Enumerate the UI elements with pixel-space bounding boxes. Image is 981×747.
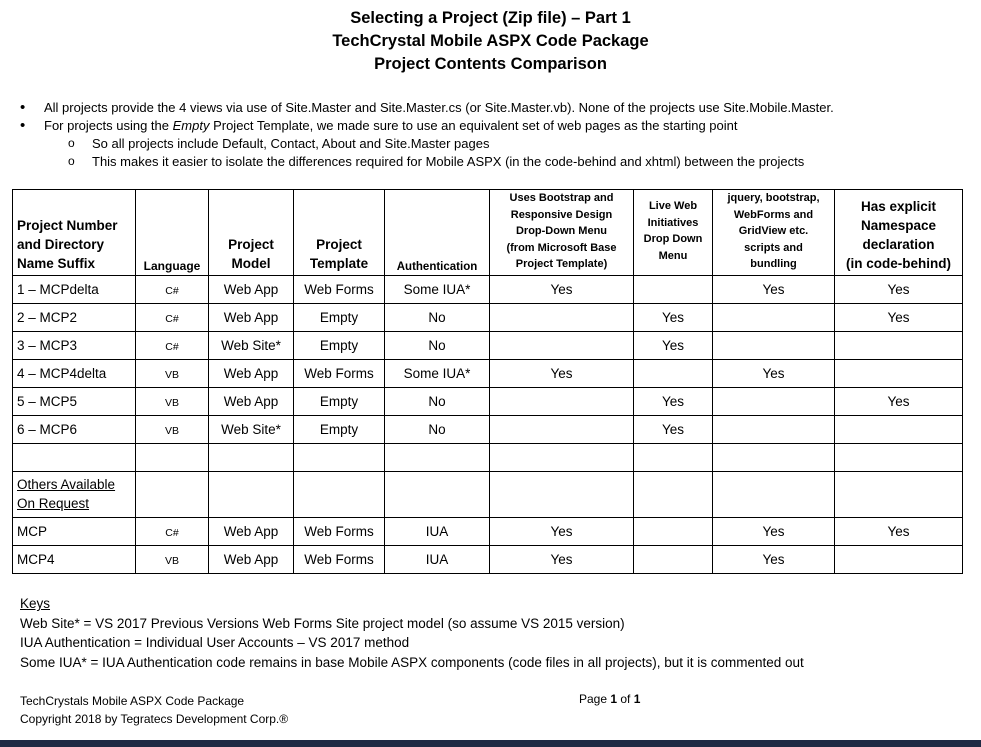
cell-namespace: Yes: [835, 517, 963, 545]
cell-project: 2 – MCP2: [13, 303, 136, 331]
empty-cell: [209, 443, 294, 471]
cell-namespace: [835, 415, 963, 443]
cell-project: 5 – MCP5: [13, 387, 136, 415]
key-item: Web Site* = VS 2017 Previous Versions Web Forms Site project model (so assume VS 2015 version): [20, 615, 625, 631]
cell-language: C#: [136, 331, 209, 359]
footer-package-name: TechCrystals Mobile ASPX Code Package: [20, 694, 245, 708]
header-text: WebForms and: [733, 208, 814, 221]
empty-cell: [294, 443, 385, 471]
key-item: Some IUA* = IUA Authentication code remains in base Mobile ASPX components (code files in all projects), but it is commented out: [20, 654, 804, 670]
cell-jquery: [713, 331, 835, 359]
cell-bootstrap: Yes: [490, 275, 634, 303]
keys-title: Keys: [20, 596, 51, 611]
header-text: and Directory: [17, 236, 105, 252]
cell-authentication: No: [385, 387, 490, 415]
cell-project: 1 – MCPdelta: [13, 275, 136, 303]
header-namespace: [835, 190, 963, 276]
header-text: Responsive Design: [510, 208, 613, 221]
cell-namespace: [835, 545, 963, 573]
table-row: [13, 303, 963, 331]
cell-template: Web Forms: [294, 545, 385, 573]
keys-section: [20, 594, 804, 672]
cell-project: 6 – MCP6: [13, 415, 136, 443]
cell-project: 4 – MCP4delta: [13, 359, 136, 387]
cell-authentication: Some IUA*: [385, 359, 490, 387]
cell-namespace: Yes: [835, 387, 963, 415]
header-text: Drop Down: [643, 233, 703, 246]
bullet-list: [20, 99, 834, 171]
empty-cell: [13, 443, 136, 471]
bullet-item: [20, 117, 834, 135]
cell-authentication: No: [385, 331, 490, 359]
table-row: [13, 517, 963, 545]
empty-cell: [136, 443, 209, 471]
cell-bootstrap: [490, 331, 634, 359]
empty-cell: [634, 471, 713, 517]
cell-bootstrap: [490, 415, 634, 443]
page-current: 1: [610, 692, 618, 706]
table-row: [13, 331, 963, 359]
header-text: GridView etc.: [738, 225, 809, 237]
empty-cell: [634, 443, 713, 471]
cell-model: Web App: [209, 517, 294, 545]
cell-live-web: Yes: [634, 303, 713, 331]
page-total: 1: [633, 692, 641, 706]
header-text: Uses Bootstrap and: [509, 192, 614, 204]
cell-language: VB: [136, 387, 209, 415]
cell-project: MCP: [13, 517, 136, 545]
doc-title-line-3: Project Contents Comparison: [374, 55, 607, 73]
cell-bootstrap: [490, 303, 634, 331]
cell-bootstrap: [490, 387, 634, 415]
cell-namespace: [835, 359, 963, 387]
cell-jquery: Yes: [713, 545, 835, 573]
cell-jquery: [713, 303, 835, 331]
cell-model: Web App: [209, 303, 294, 331]
header-text: Has explicit: [860, 198, 937, 214]
empty-cell: [385, 443, 490, 471]
header-text: (from Microsoft Base: [506, 241, 617, 254]
cell-live-web: [634, 517, 713, 545]
header-authentication: Authentication: [385, 190, 490, 276]
cell-language: C#: [136, 303, 209, 331]
cell-authentication: IUA: [385, 517, 490, 545]
cell-model: Web App: [209, 387, 294, 415]
cell-template: Empty: [294, 303, 385, 331]
table-row: [13, 359, 963, 387]
footer-copyright: Copyright 2018 by Tegratecs Development Corp.®: [20, 712, 289, 726]
table-row: [13, 415, 963, 443]
key-item: IUA Authentication = Individual User Accounts – VS 2017 method: [20, 635, 410, 650]
cell-template: Web Forms: [294, 517, 385, 545]
cell-template: Empty: [294, 415, 385, 443]
bullet-text: Project Template, we made sure to use an equivalent set of web pages as the starting point: [209, 118, 738, 133]
header-text: (in code-behind): [846, 255, 951, 271]
cell-language: C#: [136, 517, 209, 545]
sub-bullet-item: o So all projects include Default, Contact, About and Site.Master pages: [20, 135, 834, 153]
header-jquery: [713, 190, 835, 276]
header-language: Language: [136, 190, 209, 276]
header-row: [13, 190, 963, 276]
header-text: Namespace: [860, 217, 937, 233]
cell-namespace: [835, 331, 963, 359]
cell-live-web: Yes: [634, 415, 713, 443]
cell-jquery: Yes: [713, 359, 835, 387]
cell-namespace: Yes: [835, 275, 963, 303]
cell-namespace: Yes: [835, 303, 963, 331]
cell-live-web: Yes: [634, 387, 713, 415]
empty-cell: [490, 443, 634, 471]
cell-bootstrap: Yes: [490, 517, 634, 545]
doc-title-line-2: TechCrystal Mobile ASPX Code Package: [332, 32, 649, 50]
cell-model: Web App: [209, 359, 294, 387]
cell-authentication: Some IUA*: [385, 275, 490, 303]
bottom-bar: [0, 740, 981, 747]
empty-cell: [490, 471, 634, 517]
empty-cell: [713, 471, 835, 517]
table-row: [13, 275, 963, 303]
cell-live-web: [634, 545, 713, 573]
header-template: [294, 190, 385, 276]
bullet-emphasis: Empty: [172, 118, 210, 133]
doc-title-line-1: Selecting a Project (Zip file) – Part 1: [350, 9, 631, 27]
header-text: Initiatives: [647, 216, 699, 229]
header-text: Project Template): [515, 258, 608, 270]
cell-live-web: [634, 275, 713, 303]
empty-cell: [136, 471, 209, 517]
header-text: declaration: [862, 236, 935, 252]
others-text: Others Available: [17, 477, 116, 492]
empty-cell: [713, 443, 835, 471]
footer: [20, 692, 288, 728]
header-text: Project: [316, 236, 362, 252]
cell-template: Empty: [294, 331, 385, 359]
page-number: [579, 692, 640, 706]
cell-authentication: No: [385, 303, 490, 331]
cell-template: Empty: [294, 387, 385, 415]
header-text: Live Web: [648, 200, 698, 213]
page-of: of: [617, 692, 634, 706]
cell-authentication: No: [385, 415, 490, 443]
header-text: Project: [228, 236, 274, 252]
cell-template: Web Forms: [294, 275, 385, 303]
cell-jquery: [713, 387, 835, 415]
empty-cell: [209, 471, 294, 517]
cell-template: Web Forms: [294, 359, 385, 387]
cell-bootstrap: Yes: [490, 545, 634, 573]
header-project: [13, 190, 136, 276]
project-comparison-table: [12, 189, 963, 574]
table-row: [13, 545, 963, 573]
cell-jquery: Yes: [713, 275, 835, 303]
cell-language: C#: [136, 275, 209, 303]
cell-authentication: IUA: [385, 545, 490, 573]
header-text: jquery, bootstrap,: [727, 192, 820, 204]
header-text: Menu: [658, 249, 688, 262]
cell-language: VB: [136, 359, 209, 387]
others-text: On Request: [17, 496, 90, 511]
cell-model: Web App: [209, 545, 294, 573]
table-row: [13, 387, 963, 415]
cell-project: MCP4: [13, 545, 136, 573]
bullet-item: • All projects provide the 4 views via use of Site.Master and Site.Master.cs (or Site.Master.vb). None of the projects use Site.Mobile.Master.: [20, 99, 834, 117]
sub-bullet-item: o This makes it easier to isolate the differences required for Mobile ASPX (in the code-behind and xhtml) between the projects: [20, 153, 834, 171]
header-bootstrap: [490, 190, 634, 276]
others-available-label: [13, 471, 136, 517]
header-text: scripts and: [744, 241, 803, 254]
cell-language: VB: [136, 415, 209, 443]
header-text: Template: [309, 255, 369, 271]
cell-jquery: Yes: [713, 517, 835, 545]
cell-live-web: Yes: [634, 331, 713, 359]
header-text: bundling: [750, 258, 797, 270]
empty-cell: [294, 471, 385, 517]
header-text: Model: [231, 255, 271, 271]
empty-cell: [835, 471, 963, 517]
cell-model: Web App: [209, 275, 294, 303]
cell-bootstrap: Yes: [490, 359, 634, 387]
cell-project: 3 – MCP3: [13, 331, 136, 359]
empty-cell: [385, 471, 490, 517]
bullet-text: For projects using the: [44, 118, 173, 133]
cell-model: Web Site*: [209, 415, 294, 443]
header-text: Drop-Down Menu: [515, 225, 608, 237]
page-word: Page: [579, 692, 611, 706]
cell-language: VB: [136, 545, 209, 573]
cell-jquery: [713, 415, 835, 443]
header-model: [209, 190, 294, 276]
others-row: [13, 471, 963, 517]
cell-model: Web Site*: [209, 331, 294, 359]
empty-cell: [835, 443, 963, 471]
empty-row: [13, 443, 963, 471]
cell-live-web: [634, 359, 713, 387]
header-live-web: [634, 190, 713, 276]
header-text: Name Suffix: [17, 255, 96, 271]
header-text: Project Number: [17, 217, 118, 233]
